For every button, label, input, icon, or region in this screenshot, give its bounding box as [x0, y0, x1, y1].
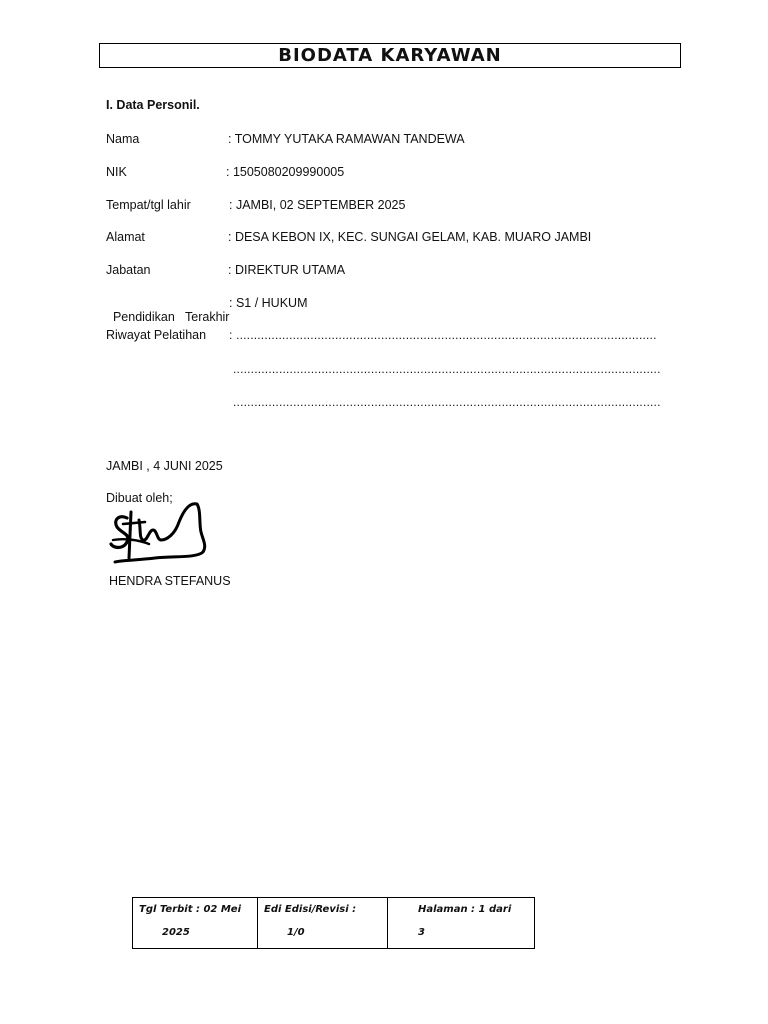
signature-stroke-bar [123, 522, 145, 524]
section-heading: I. Data Personil. [106, 98, 200, 112]
field-row-pendidikan [106, 296, 229, 324]
field-row-jabatan [106, 263, 150, 277]
pelatihan-line-1: : ....................................................................................................................... [229, 328, 657, 342]
label-jabatan: Jabatan [106, 263, 151, 277]
value-nama: : TOMMY YUTAKA RAMAWAN TANDEWA [228, 132, 465, 146]
label-alamat: Alamat [106, 230, 145, 244]
footer-table [132, 897, 535, 949]
footer-cell-terbit [133, 898, 258, 948]
value-pendidikan: : S1 / HUKUM [229, 296, 308, 310]
footer-cell-halaman [388, 898, 534, 948]
value-jabatan: : DIREKTUR UTAMA [228, 263, 346, 277]
field-row-alamat [106, 230, 145, 244]
footer-halaman-line2: 3 [418, 927, 425, 938]
pelatihan-line-3: ......................................................................................................................... [233, 395, 661, 409]
made-by-label: Dibuat oleh; [106, 491, 173, 505]
value-alamat: : DESA KEBON IX, KEC. SUNGAI GELAM, KAB. MUARO JAMBI [228, 230, 592, 244]
signer-name: HENDRA STEFANUS [109, 574, 231, 588]
signature-stroke-t [129, 512, 131, 558]
document-title: BIODATA KARYAWAN [278, 45, 502, 66]
document-title-box [99, 43, 681, 68]
field-row-nama [106, 132, 139, 146]
signature-stroke-s [111, 517, 128, 548]
footer-terbit-line2: 2025 [162, 927, 190, 938]
place-date: JAMBI , 4 JUNI 2025 [106, 459, 223, 473]
value-nik: : 1505080209990005 [226, 165, 345, 179]
signature-image [105, 500, 215, 570]
pelatihan-line-2: ......................................................................................................................... [233, 362, 661, 376]
footer-cell-edisi [258, 898, 388, 948]
footer-terbit-line1: Tgl Terbit : 02 Mei [139, 904, 242, 915]
field-row-ttl [106, 198, 191, 212]
field-row-pelatihan [106, 328, 206, 342]
label-pendidikan: Pendidikan Terakhir [112, 310, 230, 324]
field-row-nik [106, 165, 127, 179]
footer-edisi-line1: Edi Edisi/Revisi : [264, 904, 357, 915]
footer-edisi-line2: 1/0 [287, 927, 305, 938]
label-ttl: Tempat/tgl lahir [106, 198, 191, 212]
footer-halaman-line1: Halaman : 1 dari [418, 904, 512, 915]
label-nama: Nama [106, 132, 140, 146]
value-ttl: : JAMBI, 02 SEPTEMBER 2025 [229, 198, 406, 212]
label-nik: NIK [106, 165, 127, 179]
label-pelatihan: Riwayat Pelatihan [106, 328, 207, 342]
